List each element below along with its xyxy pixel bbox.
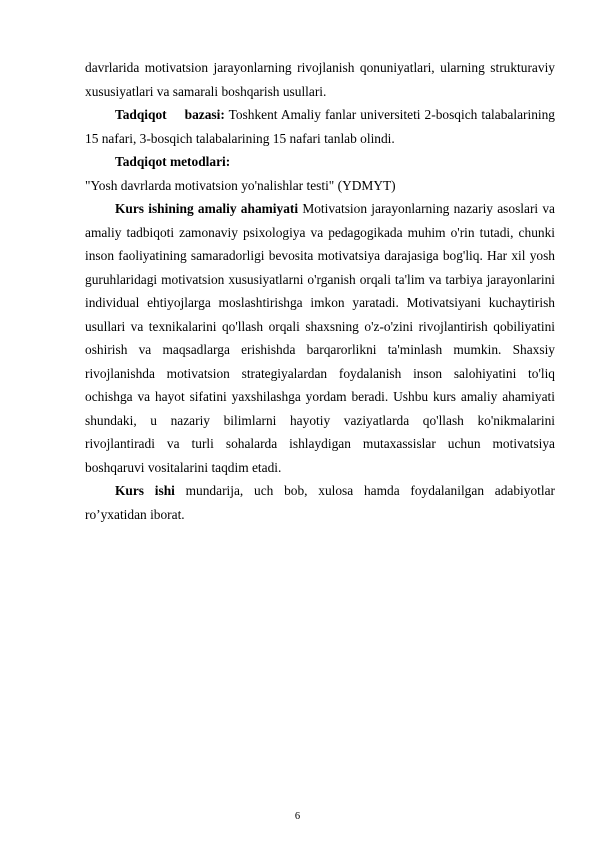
paragraph-structure [85, 479, 555, 526]
page-number: 6 [294, 811, 301, 822]
research-base-label: Tadqiqot bazasi: [115, 107, 225, 122]
paragraph-test-name [85, 174, 555, 198]
body-text [85, 56, 555, 526]
research-base-text: Toshkent Amaliy fanlar universiteti 2-bosqich talabalarining 15 nafari, 3-bosqich talabalarining 15 nafari tanlab olindi. [85, 107, 556, 146]
paragraph-research-methods [85, 150, 555, 174]
test-name-text: "Yosh davrlarda motivatsion yo'nalishlar testi" (YDMYT) [85, 177, 396, 193]
paragraph-text: davrlarida motivatsion jarayonlarning rivojlanish qonuniyatlari, ularning strukturaviy xususiyatlari va samarali boshqarish usullari. [85, 60, 555, 99]
practical-significance-label: Kurs ishining amaliy ahamiyati [115, 201, 299, 216]
paragraph-motivation-laws [85, 56, 555, 103]
practical-significance-text: Motivatsion jarayonlarning nazariy asoslari va amaliy tadbiqoti zamonaviy psixologiya va pedagogikada muhim o'rin tutadi, chunki inson faoliyatining samaradorligi bevosita motivatsiya darajasiga bog'liq. Har xil yosh guruhlaridagi motivatsion xususiyatlarni o'rganish orqali ta'lim va tarbiya jarayonlarini individual ehtiyojlarga moslashtirishga imkon yaratadi. Motivatsiyani kuchaytirish usullari va texnikalarini qo'llash orqali shaxsning o'z-o'zini rivojlantirish qobiliyatini oshirish va maqsadlarga erishishda barqarorlikni ta'minlash mumkin. Shaxsiy rivojlanishda motivatsion strategiyalardan foydalanish inson salohiyatini to'liq ochishga va hayot sifatini yaxshilashga yordam beradi. Ushbu kurs amaliy ahamiyati shundaki, u nazariy bilimlarni hayotiy vaziyatlarda qo'llash ko'nikmalarini rivojlantiradi va turli sohalarda ishlaydigan mutaxassislar uchun motivatsiya boshqaruvi vositalarini taqdim etadi. [85, 201, 555, 475]
structure-label: Kurs ishi [115, 483, 175, 498]
paragraph-practical-significance [85, 197, 555, 479]
research-methods-label: Tadqiqot metodlari: [115, 154, 231, 169]
structure-text: mundarija, uch bob, xulosa hamda foydalanilgan adabiyotlar ro’yxatidan iborat. [85, 483, 555, 522]
paragraph-research-base [85, 103, 555, 150]
